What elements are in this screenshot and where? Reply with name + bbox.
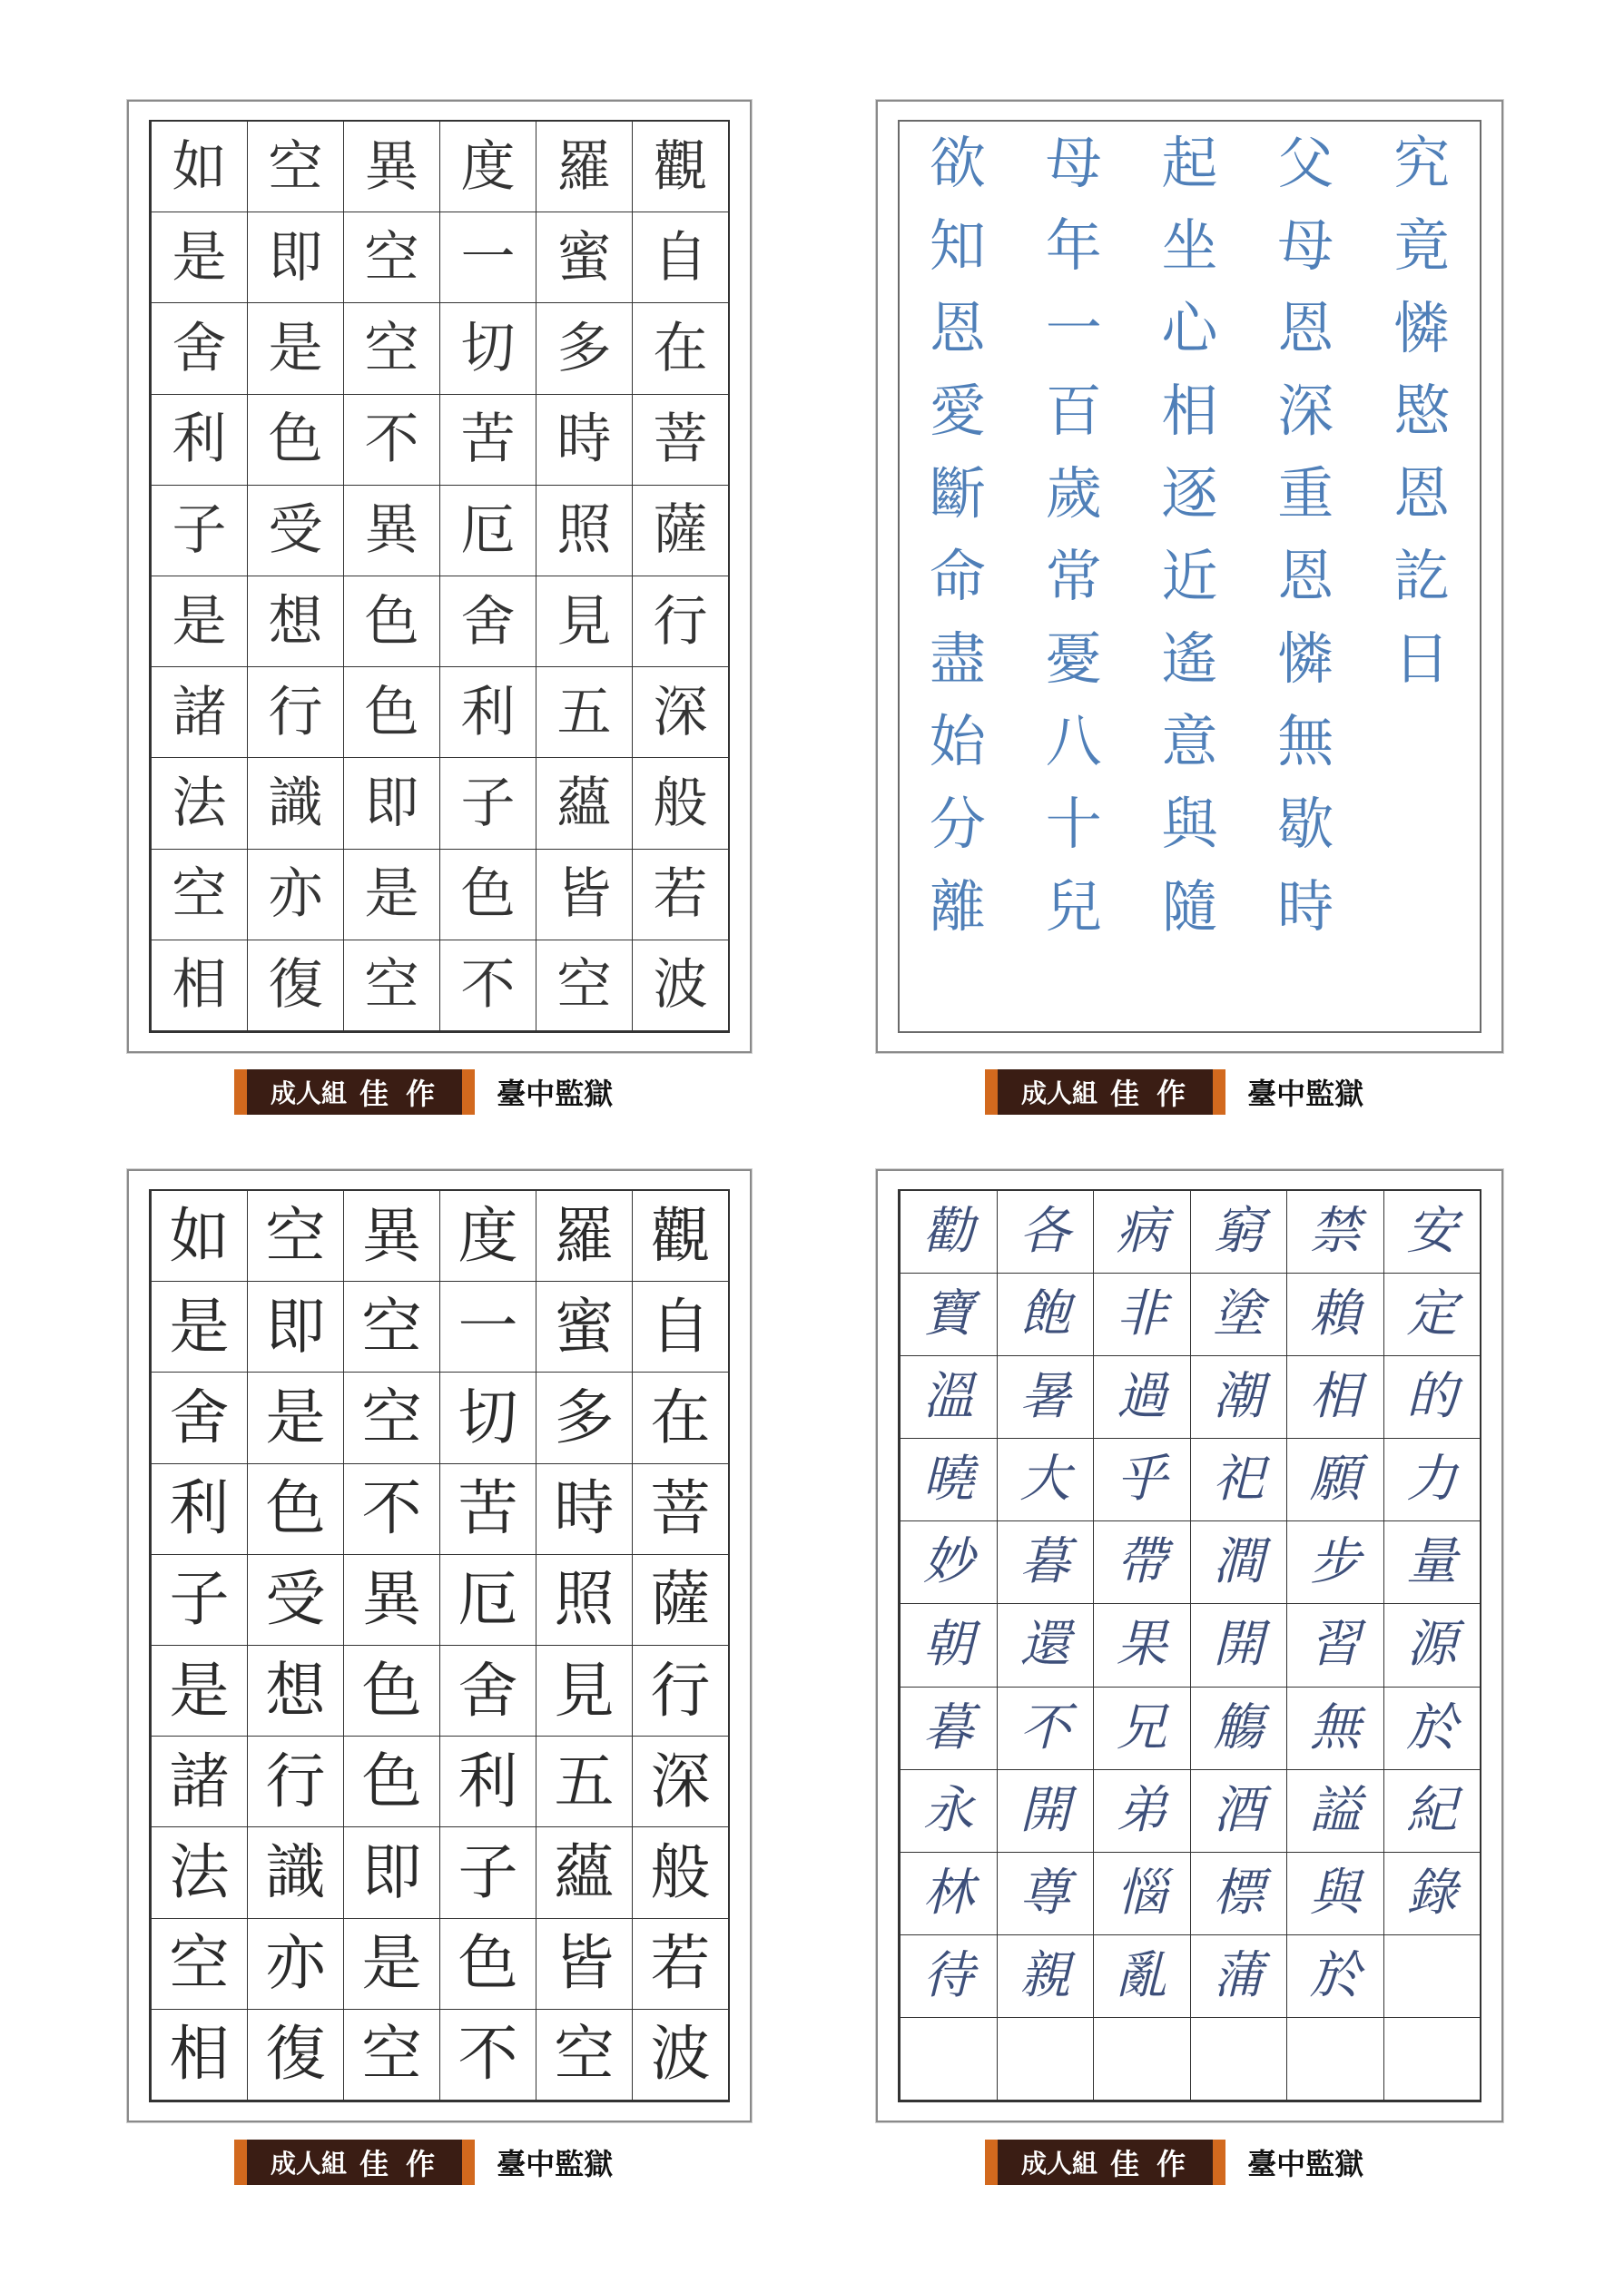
character-cell: 飽 xyxy=(997,1274,1094,1356)
character-cell: 窮 xyxy=(1190,1191,1287,1274)
character-cell: 盡 xyxy=(929,625,986,693)
caption-4 xyxy=(985,2140,1363,2185)
character-cell: 量 xyxy=(1383,1521,1481,1604)
character-cell: 厄 xyxy=(439,1555,536,1646)
character-cell: 異 xyxy=(343,1555,439,1646)
character-cell: 憐 xyxy=(1393,294,1451,361)
character-cell: 般 xyxy=(632,1827,728,1918)
character-cell: 兄 xyxy=(1093,1688,1190,1770)
character-cell: 祀 xyxy=(1190,1439,1287,1521)
character-cell: 時 xyxy=(536,395,632,486)
character-cell: 利 xyxy=(151,395,247,486)
character-cell: 遙 xyxy=(1161,625,1218,693)
character-cell: 憂 xyxy=(1045,625,1102,693)
character-cell: 一 xyxy=(439,1282,536,1373)
award-tag xyxy=(234,2140,475,2185)
character-cell: 分 xyxy=(929,791,986,858)
character-cell: 亂 xyxy=(1093,1935,1190,2018)
character-cell: 如 xyxy=(151,122,247,212)
character-cell: 色 xyxy=(343,1737,439,1827)
character-cell: 子 xyxy=(439,1827,536,1918)
unit-label: 臺中監獄 xyxy=(497,2147,614,2181)
character-cell: 相 xyxy=(151,940,247,1031)
character-cell xyxy=(1093,2018,1190,2101)
character-cell: 弟 xyxy=(1093,1770,1190,1853)
caption-1 xyxy=(234,1069,613,1115)
character-cell: 深 xyxy=(632,1737,728,1827)
character-cell: 的 xyxy=(1383,1356,1481,1439)
character-cell: 乎 xyxy=(1093,1439,1190,1521)
character-cell: 行 xyxy=(247,1737,343,1827)
character-cell: 竟 xyxy=(1393,212,1451,279)
character-cell: 妙 xyxy=(900,1521,997,1604)
character-cell: 恩 xyxy=(929,294,986,361)
award-label: 佳 作 xyxy=(1110,2147,1190,2181)
award-tag xyxy=(234,1069,475,1115)
character-cell xyxy=(1363,783,1480,866)
character-cell: 知 xyxy=(929,212,986,279)
character-cell: 親 xyxy=(997,1935,1094,2018)
character-cell: 標 xyxy=(1190,1853,1287,1935)
character-cell: 自 xyxy=(632,212,728,303)
character-cell: 暑 xyxy=(997,1356,1094,1439)
character-cell xyxy=(1190,2018,1287,2101)
character-cell: 錄 xyxy=(1383,1853,1481,1935)
character-cell: 恩 xyxy=(1277,294,1334,361)
caption-3 xyxy=(234,2140,613,2185)
character-cell: 過 xyxy=(1093,1356,1190,1439)
character-cell: 空 xyxy=(343,2010,439,2101)
character-cell: 若 xyxy=(632,850,728,940)
character-cell: 舍 xyxy=(439,1646,536,1737)
character-cell: 訖 xyxy=(1393,542,1451,609)
character-cell: 菩 xyxy=(632,1464,728,1555)
character-cell: 歲 xyxy=(1045,459,1102,526)
character-cell: 坐 xyxy=(1161,212,1218,279)
character-cell: 色 xyxy=(439,850,536,940)
character-cell xyxy=(900,2018,997,2101)
character-cell: 復 xyxy=(247,940,343,1031)
character-cell: 無 xyxy=(1277,708,1334,775)
calligraphy-panel-4 xyxy=(876,1169,1503,2122)
character-cell: 願 xyxy=(1286,1439,1383,1521)
character-cell: 近 xyxy=(1161,542,1218,609)
character-cell: 異 xyxy=(343,122,439,212)
calligraphy-grid-4 xyxy=(898,1189,1481,2102)
character-cell: 不 xyxy=(439,940,536,1031)
character-cell: 習 xyxy=(1286,1604,1383,1687)
character-cell: 想 xyxy=(247,1646,343,1737)
character-cell: 利 xyxy=(439,1737,536,1827)
calligraphy-panel-1 xyxy=(127,100,752,1053)
character-cell: 觴 xyxy=(1190,1688,1287,1770)
character-cell: 帶 xyxy=(1093,1521,1190,1604)
character-cell: 即 xyxy=(247,1282,343,1373)
award-tag xyxy=(985,1069,1225,1115)
character-cell: 空 xyxy=(151,1919,247,2010)
character-cell: 斷 xyxy=(929,459,986,526)
character-cell: 蘊 xyxy=(536,1827,632,1918)
character-cell: 始 xyxy=(929,708,986,775)
character-cell: 空 xyxy=(343,940,439,1031)
character-cell: 暮 xyxy=(997,1521,1094,1604)
character-cell: 五 xyxy=(536,667,632,758)
character-cell: 見 xyxy=(536,576,632,667)
character-cell: 五 xyxy=(536,1737,632,1827)
character-cell: 空 xyxy=(343,303,439,394)
character-cell: 無 xyxy=(1286,1688,1383,1770)
group-label: 成人組 xyxy=(271,2149,348,2179)
character-cell: 恩 xyxy=(1277,542,1334,609)
character-cell: 紀 xyxy=(1383,1770,1481,1853)
character-cell xyxy=(1383,1935,1481,2018)
award-label: 佳 作 xyxy=(359,2147,439,2181)
character-cell: 命 xyxy=(929,542,986,609)
character-cell: 若 xyxy=(632,1919,728,2010)
character-cell: 塗 xyxy=(1190,1274,1287,1356)
character-cell: 常 xyxy=(1045,542,1102,609)
character-cell: 色 xyxy=(439,1919,536,2010)
character-cell: 一 xyxy=(1045,294,1102,361)
character-cell: 復 xyxy=(247,2010,343,2101)
character-cell: 即 xyxy=(343,758,439,849)
character-cell: 是 xyxy=(247,303,343,394)
character-cell: 觀 xyxy=(632,1191,728,1282)
character-cell: 八 xyxy=(1045,708,1102,775)
character-cell: 空 xyxy=(151,850,247,940)
character-cell: 十 xyxy=(1045,791,1102,858)
character-cell: 相 xyxy=(1286,1356,1383,1439)
character-cell: 離 xyxy=(929,873,986,940)
unit-label: 臺中監獄 xyxy=(1247,2147,1364,2181)
character-cell: 在 xyxy=(632,1373,728,1463)
character-cell: 自 xyxy=(632,1282,728,1373)
character-cell: 潮 xyxy=(1190,1356,1287,1439)
character-cell: 空 xyxy=(247,1191,343,1282)
character-cell xyxy=(1363,949,1480,1031)
character-cell: 心 xyxy=(1161,294,1218,361)
character-cell: 異 xyxy=(343,1191,439,1282)
character-cell: 深 xyxy=(632,667,728,758)
character-cell xyxy=(1383,2018,1481,2101)
character-cell: 切 xyxy=(439,303,536,394)
calligraphy-grid-1 xyxy=(149,120,730,1033)
character-cell: 安 xyxy=(1383,1191,1481,1274)
character-cell: 隨 xyxy=(1161,873,1218,940)
character-cell: 舍 xyxy=(439,576,536,667)
character-cell: 時 xyxy=(1277,873,1334,940)
character-cell: 步 xyxy=(1286,1521,1383,1604)
character-cell: 待 xyxy=(900,1935,997,2018)
character-cell: 朝 xyxy=(900,1604,997,1687)
character-cell xyxy=(1247,949,1363,1031)
character-cell: 異 xyxy=(343,486,439,576)
character-cell: 觀 xyxy=(632,122,728,212)
character-cell xyxy=(1363,866,1480,949)
character-cell: 行 xyxy=(247,667,343,758)
character-cell: 是 xyxy=(343,850,439,940)
character-cell: 舍 xyxy=(151,303,247,394)
calligraphy-panel-2 xyxy=(876,100,1503,1053)
character-cell: 照 xyxy=(536,1555,632,1646)
character-cell: 逐 xyxy=(1161,459,1218,526)
character-cell: 蒲 xyxy=(1190,1935,1287,2018)
character-cell: 菩 xyxy=(632,395,728,486)
character-cell: 舍 xyxy=(151,1373,247,1463)
character-cell: 蜜 xyxy=(536,212,632,303)
character-cell xyxy=(1363,701,1480,783)
character-cell: 曉 xyxy=(900,1439,997,1521)
character-cell: 諸 xyxy=(151,1737,247,1827)
character-cell: 色 xyxy=(247,395,343,486)
character-cell: 母 xyxy=(1277,212,1334,279)
character-cell xyxy=(1132,949,1248,1031)
character-cell: 是 xyxy=(151,212,247,303)
character-cell: 愍 xyxy=(1393,377,1451,444)
character-cell: 力 xyxy=(1383,1439,1481,1521)
character-cell: 勸 xyxy=(900,1191,997,1274)
unit-label: 臺中監獄 xyxy=(497,1077,614,1111)
character-cell: 照 xyxy=(536,486,632,576)
character-cell: 寶 xyxy=(900,1274,997,1356)
character-cell: 色 xyxy=(343,667,439,758)
character-cell: 兒 xyxy=(1045,873,1102,940)
character-cell: 是 xyxy=(151,1282,247,1373)
character-cell: 非 xyxy=(1093,1274,1190,1356)
group-label: 成人組 xyxy=(1021,2149,1098,2179)
character-cell: 賴 xyxy=(1286,1274,1383,1356)
award-tag xyxy=(985,2140,1225,2185)
character-cell: 恩 xyxy=(1393,459,1451,526)
character-cell xyxy=(1286,2018,1383,2101)
character-cell: 源 xyxy=(1383,1604,1481,1687)
character-cell xyxy=(997,2018,1094,2101)
character-cell: 一 xyxy=(439,212,536,303)
character-cell: 開 xyxy=(997,1770,1094,1853)
character-cell: 時 xyxy=(536,1464,632,1555)
character-cell: 不 xyxy=(343,395,439,486)
character-cell: 空 xyxy=(343,1373,439,1463)
character-cell: 波 xyxy=(632,940,728,1031)
character-cell: 行 xyxy=(632,1646,728,1737)
character-cell: 開 xyxy=(1190,1604,1287,1687)
group-label: 成人組 xyxy=(271,1078,348,1108)
character-cell: 欲 xyxy=(929,129,986,196)
character-cell: 定 xyxy=(1383,1274,1481,1356)
character-cell: 永 xyxy=(900,1770,997,1853)
character-cell: 空 xyxy=(536,940,632,1031)
character-cell: 禁 xyxy=(1286,1191,1383,1274)
caption-2 xyxy=(985,1069,1363,1115)
character-cell: 愛 xyxy=(929,377,986,444)
character-cell: 澗 xyxy=(1190,1521,1287,1604)
character-cell: 蜜 xyxy=(536,1282,632,1373)
character-cell: 百 xyxy=(1045,377,1102,444)
character-cell: 重 xyxy=(1277,459,1334,526)
character-cell: 子 xyxy=(151,486,247,576)
character-cell: 病 xyxy=(1093,1191,1190,1274)
character-cell: 色 xyxy=(343,576,439,667)
character-cell: 酒 xyxy=(1190,1770,1287,1853)
character-cell: 法 xyxy=(151,758,247,849)
character-cell: 想 xyxy=(247,576,343,667)
character-cell: 蘊 xyxy=(536,758,632,849)
character-cell: 多 xyxy=(536,1373,632,1463)
character-cell: 見 xyxy=(536,1646,632,1737)
character-cell: 謚 xyxy=(1286,1770,1383,1853)
character-cell: 亦 xyxy=(247,1919,343,2010)
character-cell: 起 xyxy=(1161,129,1218,196)
character-cell: 於 xyxy=(1383,1688,1481,1770)
character-cell: 諸 xyxy=(151,667,247,758)
character-cell: 空 xyxy=(343,212,439,303)
character-cell: 亦 xyxy=(247,850,343,940)
character-cell: 大 xyxy=(997,1439,1094,1521)
character-cell: 不 xyxy=(997,1688,1094,1770)
character-cell: 在 xyxy=(632,303,728,394)
character-cell: 是 xyxy=(151,1646,247,1737)
calligraphy-panel-3 xyxy=(127,1169,752,2122)
group-label: 成人組 xyxy=(1021,1078,1098,1108)
character-cell: 是 xyxy=(343,1919,439,2010)
character-cell: 尊 xyxy=(997,1853,1094,1935)
character-cell: 度 xyxy=(439,1191,536,1282)
character-cell: 即 xyxy=(247,212,343,303)
character-cell: 羅 xyxy=(536,1191,632,1282)
character-cell: 母 xyxy=(1045,129,1102,196)
character-cell: 如 xyxy=(151,1191,247,1282)
calligraphy-sheet-2 xyxy=(898,120,1481,1033)
character-cell xyxy=(900,949,1016,1031)
character-cell: 苦 xyxy=(439,1464,536,1555)
character-cell: 皆 xyxy=(536,1919,632,2010)
character-cell: 受 xyxy=(247,1555,343,1646)
character-cell: 多 xyxy=(536,303,632,394)
character-cell: 波 xyxy=(632,2010,728,2101)
character-cell: 深 xyxy=(1277,377,1334,444)
character-cell: 切 xyxy=(439,1373,536,1463)
character-cell: 意 xyxy=(1161,708,1218,775)
character-cell: 苦 xyxy=(439,395,536,486)
character-cell: 日 xyxy=(1393,625,1451,693)
character-cell: 皆 xyxy=(536,850,632,940)
character-cell: 色 xyxy=(343,1646,439,1737)
character-cell: 相 xyxy=(151,2010,247,2101)
character-cell: 子 xyxy=(151,1555,247,1646)
character-cell: 薩 xyxy=(632,486,728,576)
character-cell: 惱 xyxy=(1093,1853,1190,1935)
character-cell: 法 xyxy=(151,1827,247,1918)
character-cell: 識 xyxy=(247,758,343,849)
character-cell: 受 xyxy=(247,486,343,576)
unit-label: 臺中監獄 xyxy=(1247,1077,1364,1111)
character-cell: 行 xyxy=(632,576,728,667)
award-label: 佳 作 xyxy=(1110,1077,1190,1111)
character-cell: 度 xyxy=(439,122,536,212)
character-cell: 究 xyxy=(1393,129,1451,196)
character-cell: 溫 xyxy=(900,1356,997,1439)
character-cell: 林 xyxy=(900,1853,997,1935)
calligraphy-grid-3 xyxy=(149,1189,730,2102)
character-cell: 空 xyxy=(343,1282,439,1373)
character-cell: 歇 xyxy=(1277,791,1334,858)
character-cell: 是 xyxy=(247,1373,343,1463)
character-cell: 於 xyxy=(1286,1935,1383,2018)
character-cell: 憐 xyxy=(1277,625,1334,693)
character-cell: 暮 xyxy=(900,1688,997,1770)
character-cell xyxy=(1016,949,1132,1031)
character-cell: 空 xyxy=(536,2010,632,2101)
character-cell: 還 xyxy=(997,1604,1094,1687)
character-cell: 利 xyxy=(151,1464,247,1555)
character-cell: 不 xyxy=(439,2010,536,2101)
character-cell: 與 xyxy=(1161,791,1218,858)
character-cell: 子 xyxy=(439,758,536,849)
character-cell: 羅 xyxy=(536,122,632,212)
character-cell: 薩 xyxy=(632,1555,728,1646)
character-cell: 與 xyxy=(1286,1853,1383,1935)
character-cell: 果 xyxy=(1093,1604,1190,1687)
character-cell: 即 xyxy=(343,1827,439,1918)
character-cell: 色 xyxy=(247,1464,343,1555)
character-cell: 相 xyxy=(1161,377,1218,444)
character-cell: 是 xyxy=(151,576,247,667)
award-label: 佳 作 xyxy=(359,1077,439,1111)
character-cell: 空 xyxy=(247,122,343,212)
character-cell: 識 xyxy=(247,1827,343,1918)
character-cell: 厄 xyxy=(439,486,536,576)
character-cell: 不 xyxy=(343,1464,439,1555)
character-cell: 父 xyxy=(1277,129,1334,196)
character-cell: 般 xyxy=(632,758,728,849)
character-cell: 年 xyxy=(1045,212,1102,279)
character-cell: 各 xyxy=(997,1191,1094,1274)
character-cell: 利 xyxy=(439,667,536,758)
